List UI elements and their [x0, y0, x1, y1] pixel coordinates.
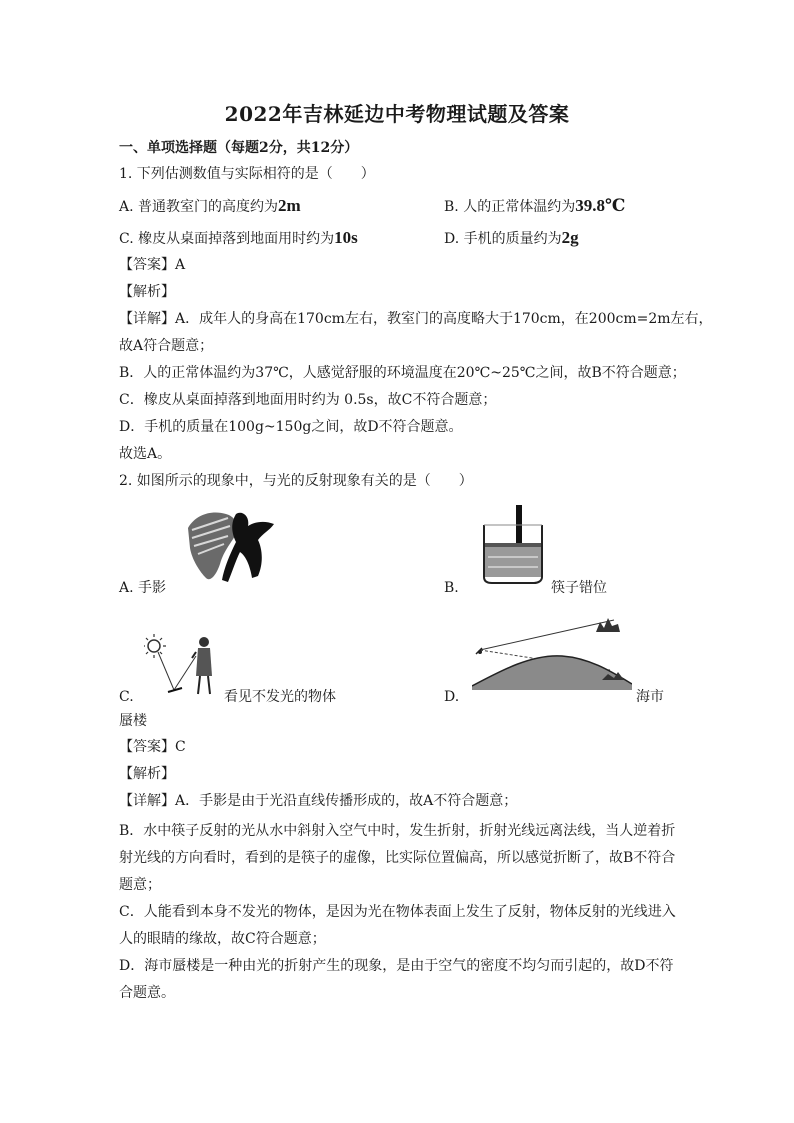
q1-answer: 【答案】A [119, 257, 186, 273]
q1-option-a-label: A. 普通教室门的高度约为 [119, 199, 279, 215]
q2-detail-c: C．人能看到本身不发光的物体，是因为光在物体表面上发生了反射，物体反射的光线进入人的眼睛的缘故，故C符合题意； [119, 904, 676, 947]
q1-detail-a-line1: 【详解】A．成年人的身高在170cm左右，教室门的高度略大于170cm，在200cm=2m左右， [119, 311, 713, 327]
chopsticks-figure [480, 505, 546, 585]
q1-stem: 1. 下列估测数值与实际相符的是（ ） [119, 166, 375, 182]
q1-option-b-label: B. 人的正常体温约为 [444, 199, 576, 215]
q2-option-a-label: A. 手影 [119, 580, 167, 596]
q1-option-c-value: 10s [334, 228, 358, 247]
q1-option-d [444, 228, 579, 249]
q2-option-b-label: B. [444, 580, 459, 596]
q2-detail-b: B．水中筷子反射的光从水中斜射入空气中时，发生折射，折射光线远离法线，当人逆着折射光线的方向看时，看到的是筷子的虚像，比实际位置偏高，所以感觉折断了，故B不符合题意； [119, 823, 676, 893]
mirage-figure [472, 614, 632, 692]
q2-detail-a: 【详解】A．手影是由于光沿直线传播形成的，故A不符合题意； [119, 793, 518, 809]
hand-shadow-figure [182, 506, 284, 592]
q1-option-c [119, 228, 358, 249]
q1-analysis-heading: 【解析】 [119, 284, 175, 300]
q2-option-d-caption-part1: 海市 [636, 689, 664, 705]
q2-answer: 【答案】C [119, 739, 186, 755]
q1-detail-a-line2: 故A符合题意； [119, 338, 214, 354]
page-title: 2022年吉林延边中考物理试题及答案 [224, 102, 570, 126]
q2-option-d-label: D. [444, 689, 460, 705]
q1-option-a [119, 196, 301, 217]
q2-option-c-label: C. [119, 689, 134, 705]
q1-option-c-label: C. 橡皮从桌面掉落到地面用时约为 [119, 231, 335, 247]
q1-option-b [444, 196, 625, 217]
section-heading: 一、单项选择题（每题2分，共12分） [119, 140, 359, 156]
q1-option-d-label: D. 手机的质量约为 [444, 231, 562, 247]
q1-option-a-value: 2m [278, 196, 301, 215]
q2-stem: 2. 如图所示的现象中，与光的反射现象有关的是（ ） [119, 473, 473, 489]
q2-analysis-heading: 【解析】 [119, 766, 175, 782]
q2-option-d-caption-part2: 蜃楼 [119, 713, 147, 729]
q1-conclusion: 故选A。 [119, 446, 172, 462]
q1-detail-c: C．橡皮从桌面掉落到地面用时约为 0.5s，故C不符合题意； [119, 392, 497, 408]
q2-option-b-caption: 筷子错位 [551, 580, 607, 596]
q1-option-b-value: 39.8℃ [575, 196, 626, 215]
q1-detail-d: D．手机的质量在100g~150g之间，故D不符合题意。 [119, 419, 463, 435]
q1-detail-b: B．人的正常体温约为37℃，人感觉舒服的环境温度在20℃~25℃之间，故B不符合题意； [119, 365, 686, 381]
q1-option-d-value: 2g [561, 228, 579, 247]
q2-detail-d: D．海市蜃楼是一种由光的折射产生的现象，是由于空气的密度不均匀而引起的，故D不符合题意。 [119, 958, 674, 1001]
q2-option-c-caption: 看见不发光的物体 [224, 689, 336, 705]
reflection-figure [144, 632, 220, 700]
